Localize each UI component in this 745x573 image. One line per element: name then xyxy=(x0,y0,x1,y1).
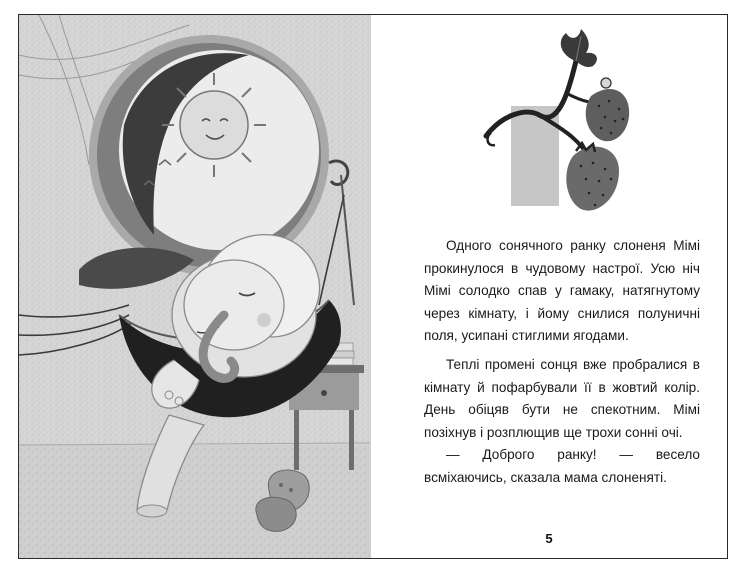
story-paragraph: Теплі промені сонця вже пробралися в кімнату й пофарбували її в жовтий колір. День обіцяв бути не спекотним. Мімі позіхнув і розплющив ще трохи сонні очі. xyxy=(424,356,700,440)
illustration-page xyxy=(19,15,370,558)
flower-bud xyxy=(601,78,611,88)
page-number: 5 xyxy=(545,531,553,546)
strawberry-icon xyxy=(586,89,629,141)
floor xyxy=(19,445,370,558)
story-paragraph: — Доброго ранку! — весело всміхаючись, сказала мама слоненяті. xyxy=(424,447,700,485)
story-paragraph: Одного сонячного ранку слоненя Мімі прокинулося в чудовому настрої. Усю ніч Мімі солодко спав у гамаку, натягнутому через кімнату, і йому снилися полуничні поля, усипані стиглими ягодами. xyxy=(424,238,700,344)
story-text xyxy=(424,235,700,490)
strawberry-icon xyxy=(566,143,619,211)
text-page xyxy=(371,15,727,558)
leaf-icon xyxy=(561,29,597,67)
strawberry-sprig-illustration xyxy=(481,21,631,221)
elephant-hammock-illustration xyxy=(19,15,370,558)
